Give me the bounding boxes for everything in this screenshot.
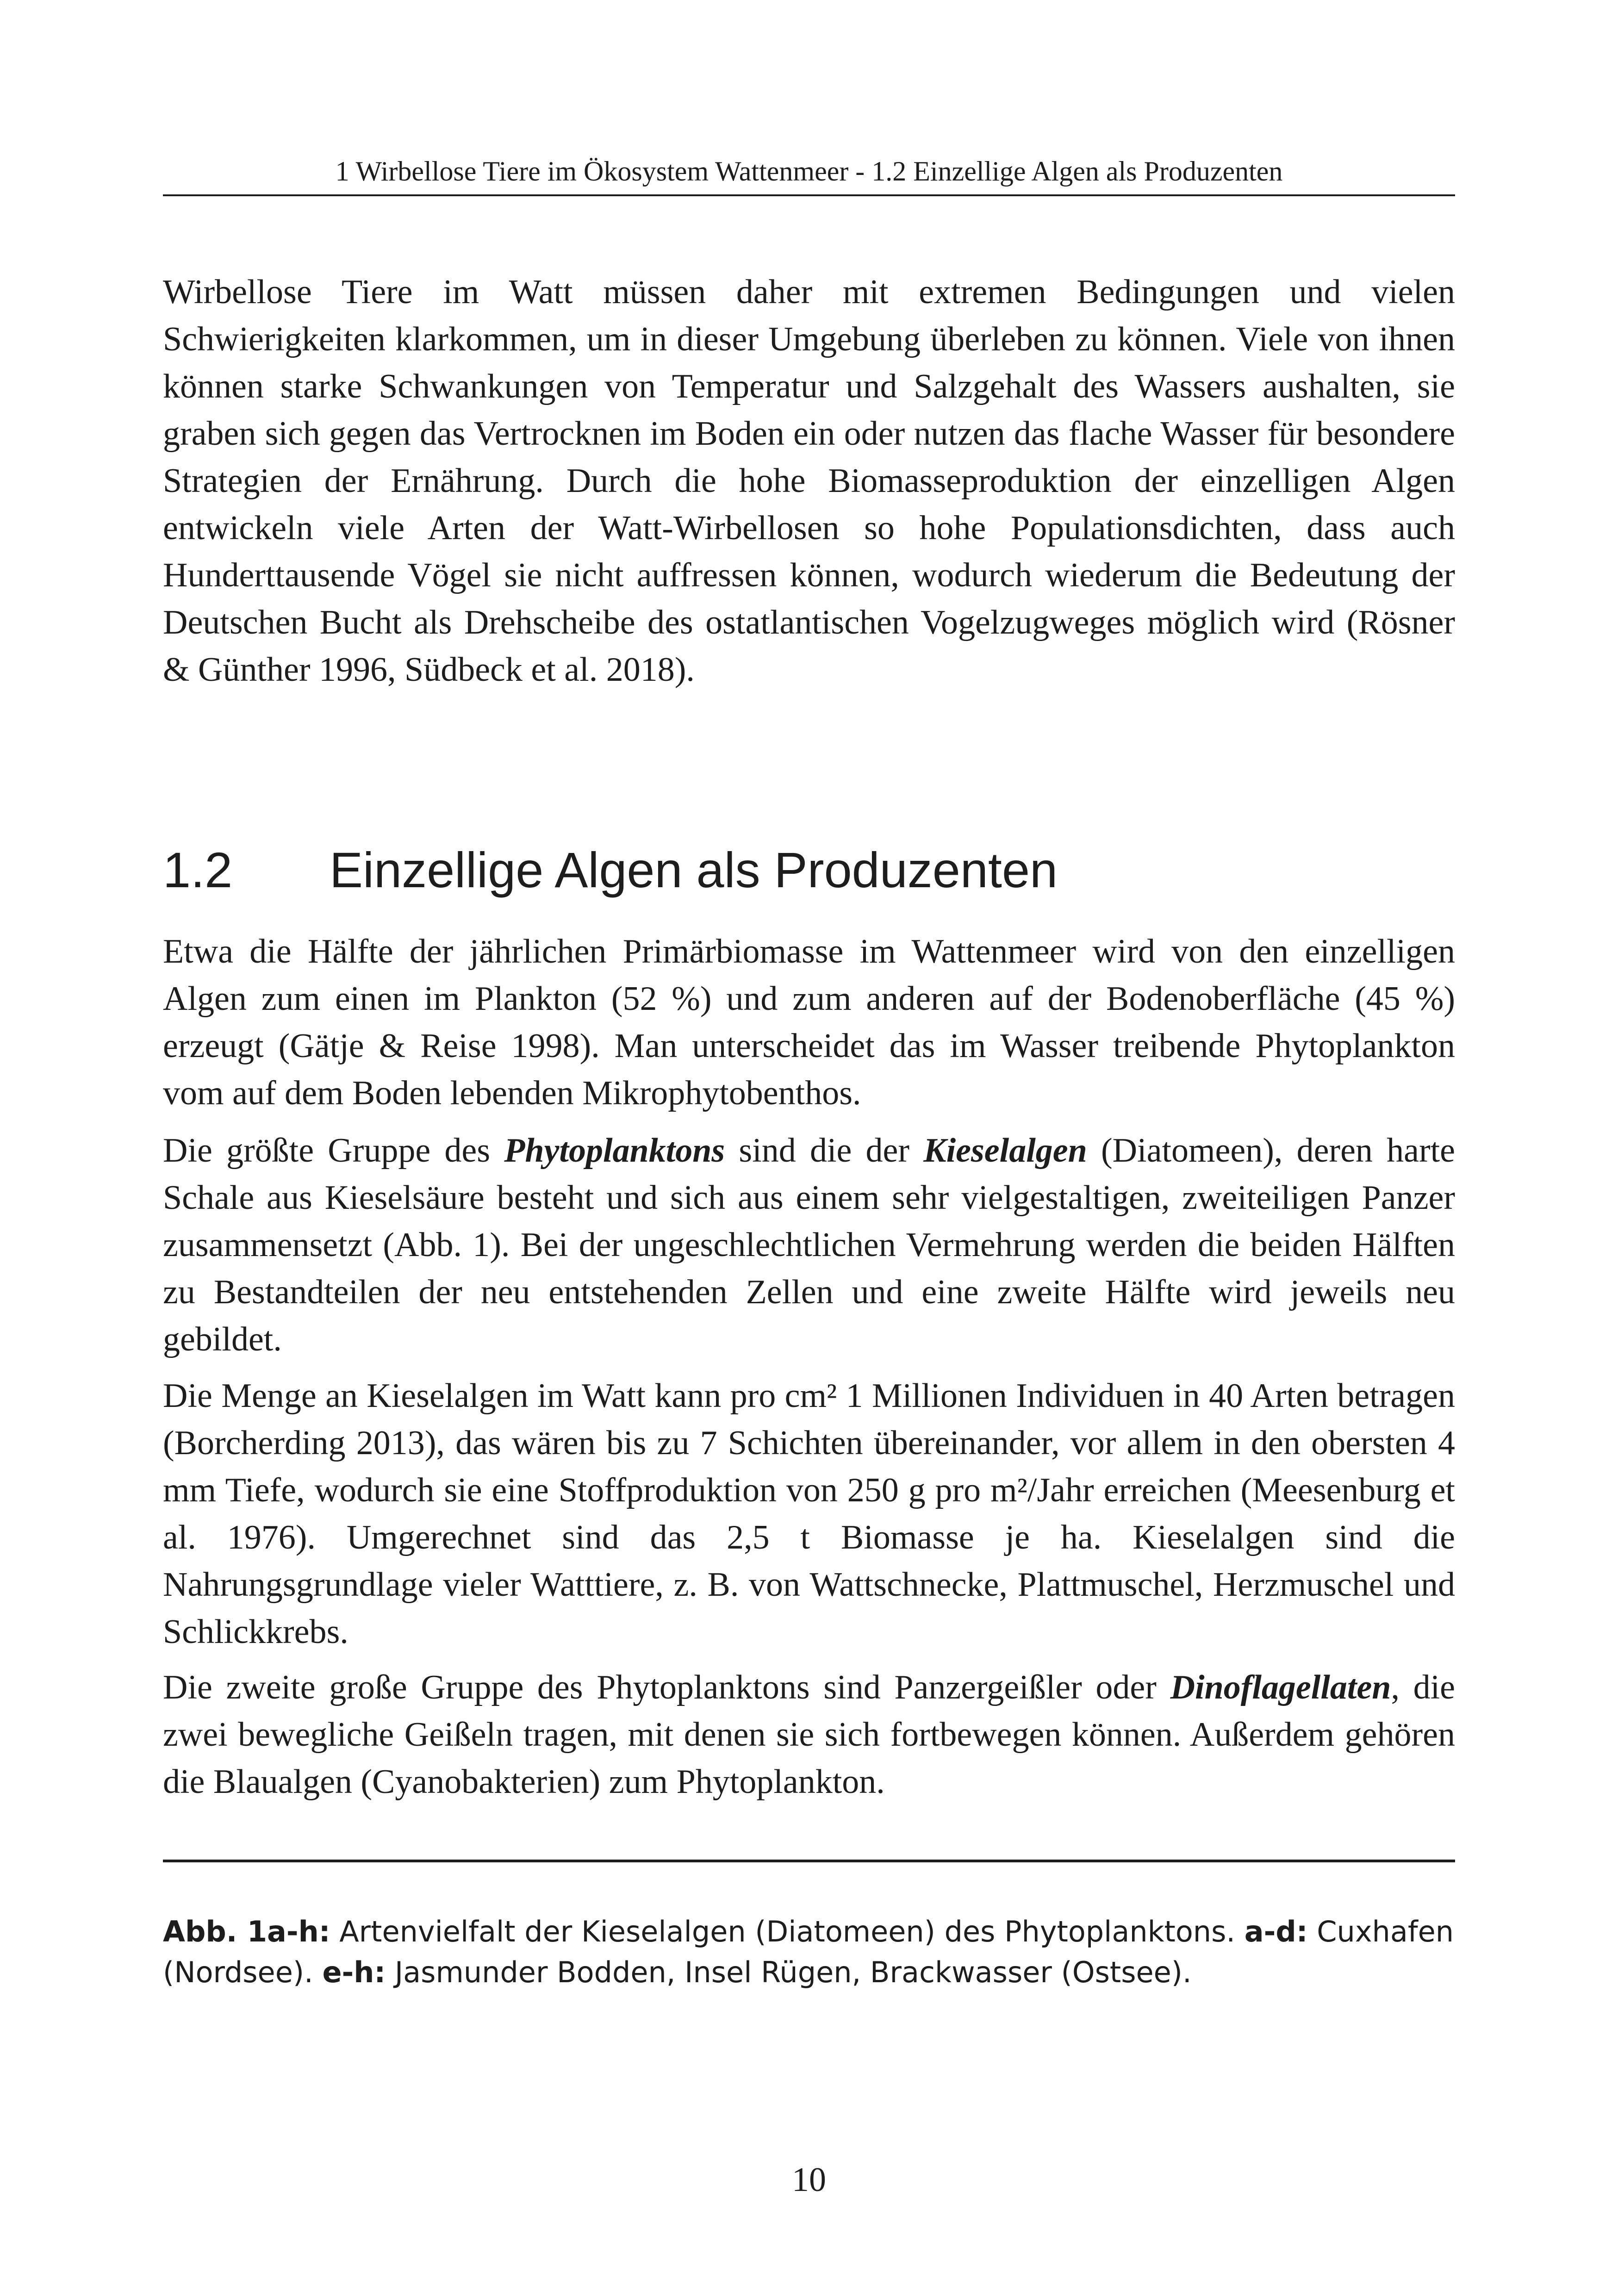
paragraph-2-text-1: Die größte Gruppe des [163, 1132, 504, 1170]
caption-label-a-d: a-d: [1244, 1915, 1308, 1948]
page-number: 10 [792, 2161, 826, 2199]
section-number: 1.2 [163, 842, 233, 898]
caption-text-3: Jasmunder Bodden, Insel Rügen, Brackwasser (Ostsee). [386, 1955, 1192, 1989]
figure-caption [163, 1911, 1455, 1993]
header-divider [163, 194, 1455, 196]
paragraph-4-text-2: , die zwei bewegliche Geißeln tragen, mit denen sie sich fortbewegen können. Außerdem gehören die Blaualgen (Cyanobakterien) zum Phytoplankton. [163, 1668, 1456, 1801]
section-heading [163, 840, 1455, 900]
section-title: Einzellige Algen als Produzenten [330, 842, 1058, 898]
section-paragraph-2 [163, 1127, 1455, 1363]
caption-label: Abb. 1a-h: [163, 1915, 330, 1948]
term-phytoplanktons: Phytoplanktons [504, 1132, 725, 1170]
term-dinoflagellaten: Dinoflagellaten [1170, 1668, 1391, 1706]
caption-text-2: Cuxhafen (Nordsee). [163, 1915, 1454, 1989]
section-paragraph-3: Die Menge an Kieselalgen im Watt kann pro cm² 1 Millionen Individuen in 40 Arten betragen (Borcherding 2013), das wären bis zu 7 Schichten übereinander, vor allem in den obersten 4 mm Tiefe, wodurch sie eine Stoffproduktion von 250 g pro m²/Jahr erreichen (Meesenburg et al. 1976). Umgerechnet sind das 2,5 t Biomasse je ha. Kieselalgen sind die Nahrungsgrundlage vieler Watttiere, z. B. von Wattschnecke, Plattmuschel, Herzmuschel und Schlickkrebs. [163, 1377, 1455, 1651]
section-paragraph-4 [163, 1664, 1455, 1805]
paragraph-4-text-1: Die zweite große Gruppe des Phytoplanktons sind Panzergeißler oder [163, 1668, 1170, 1706]
section-paragraph-1: Etwa die Hälfte der jährlichen Primärbiomasse im Wattenmeer wird von den einzelligen Algen zum einen im Plankton (52 %) und zum anderen auf der Bodenoberfläche (45 %) erzeugt (Gätje & Reise 1998). Man unterscheidet das im Wasser treibende Phytoplankton vom auf dem Boden lebenden Mikrophytobenthos. [163, 933, 1455, 1112]
paragraph-2-text-3: (Diatomeen), deren harte Schale aus Kieselsäure besteht und sich aus einem sehr vielgestaltigen, zweiteiligen Panzer zusammensetzt (Abb. 1). Bei der ungeschlechtlichen Vermehrung werden die beiden Hälften zu Bestandteilen der neu entstehenden Zellen und eine zweite Hälfte wird jeweils neu gebildet. [163, 1132, 1455, 1358]
caption-divider [163, 1860, 1455, 1862]
paragraph-2-text-2: sind die der [725, 1132, 924, 1170]
term-kieselalgen: Kieselalgen [923, 1132, 1087, 1170]
running-head: 1 Wirbellose Tiere im Ökosystem Wattenmeer - 1.2 Einzellige Algen als Produzenten [335, 156, 1283, 187]
caption-label-e-h: e-h: [322, 1955, 386, 1989]
intro-paragraph: Wirbellose Tiere im Watt müssen daher mit extremen Bedingungen und vielen Schwierigkeiten klarkommen, um in dieser Umgebung überleben zu können. Viele von ihnen können starke Schwankungen von Temperatur und Salzgehalt des Wassers aushalten, sie graben sich gegen das Vertrocknen im Boden ein oder nutzen das flache Wasser für besondere Strategien der Ernährung. Durch die hohe Biomasseproduktion der einzelligen Algen entwickeln viele Arten der Watt-Wirbellosen so hohe Populationsdichten, dass auch Hunderttausende Vögel sie nicht auffressen können, wodurch wiederum die Bedeutung der Deutschen Bucht als Drehscheibe des ostatlantischen Vogelzugweges möglich wird (Rösner & Günther 1996, Südbeck et al. 2018). [163, 273, 1455, 689]
caption-text-1: Artenvielfalt der Kieselalgen (Diatomeen) des Phytoplanktons. [330, 1915, 1245, 1948]
